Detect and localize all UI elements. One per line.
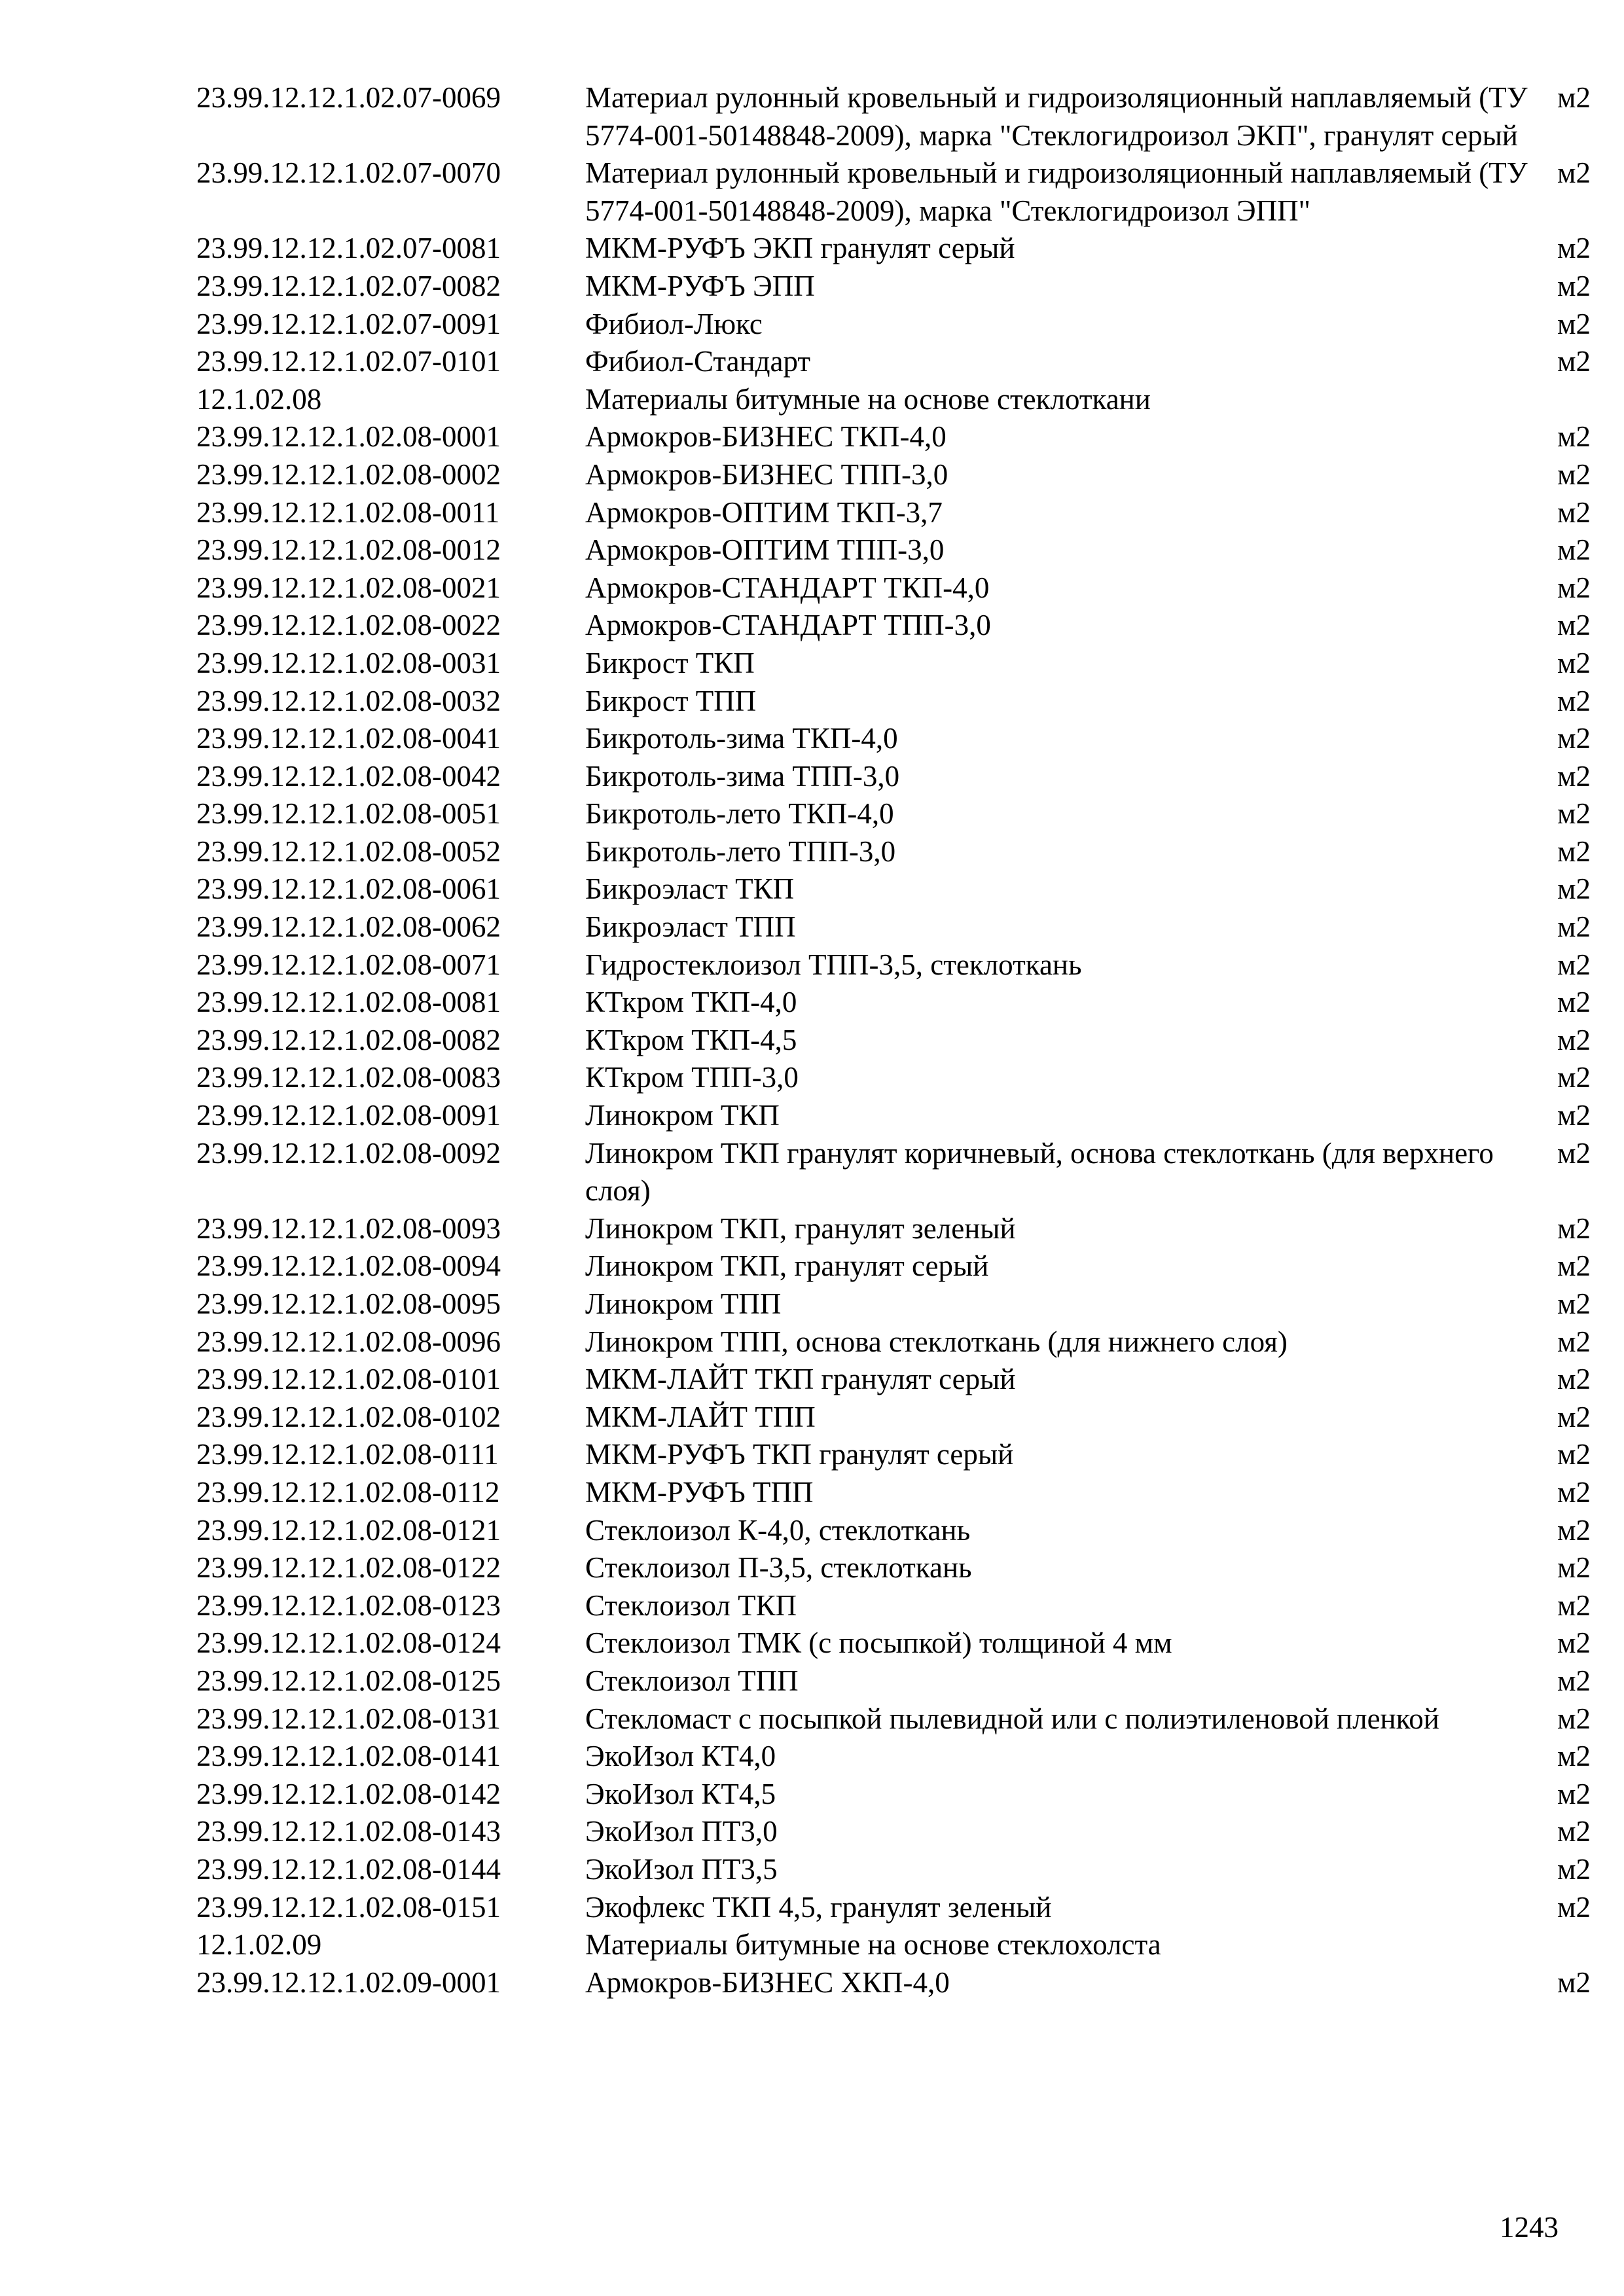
- item-code: 23.99.12.12.1.02.08-0041: [196, 722, 501, 755]
- item-name: КТкром ТПП-3,0: [585, 1061, 799, 1094]
- item-code: 23.99.12.12.1.02.07-0082: [196, 269, 501, 302]
- item-code: 23.99.12.12.1.02.08-0102: [196, 1400, 501, 1433]
- item-code: 23.99.12.12.1.02.08-0061: [196, 872, 501, 906]
- item-unit: м2: [1557, 269, 1591, 302]
- item-unit: м2: [1557, 1438, 1591, 1471]
- table-row: [196, 1549, 1623, 1587]
- item-code: 23.99.12.12.1.02.08-0081: [196, 986, 501, 1019]
- item-name: Стеклоизол П-3,5, стеклоткань: [585, 1551, 972, 1585]
- item-code: 23.99.12.12.1.02.09-0001: [196, 1965, 501, 1999]
- item-name: КТкром ТКП-4,0: [585, 986, 797, 1019]
- table-row: [196, 870, 1623, 908]
- item-unit: м2: [1557, 420, 1591, 454]
- item-code: 23.99.12.12.1.02.07-0069: [196, 81, 501, 114]
- item-code: 23.99.12.12.1.02.08-0151: [196, 1890, 501, 1924]
- item-unit: м2: [1557, 232, 1591, 265]
- item-unit: м2: [1557, 1740, 1591, 1773]
- table-row: [196, 1399, 1623, 1437]
- table-row: [196, 1247, 1623, 1285]
- item-name: МКМ-ЛАЙТ ТКП гранулят серый: [585, 1363, 1016, 1396]
- item-unit: м2: [1557, 495, 1591, 529]
- item-code: 23.99.12.12.1.02.08-0112: [196, 1475, 500, 1509]
- item-code: 23.99.12.12.1.02.08-0001: [196, 420, 501, 454]
- item-name: ЭкоИзол КТ4,5: [585, 1777, 776, 1810]
- item-unit: м2: [1557, 1325, 1591, 1358]
- item-code: 23.99.12.12.1.02.08-0093: [196, 1211, 501, 1245]
- item-name: МКМ-РУФЪ ТКП гранулят серый: [585, 1438, 1014, 1471]
- table-row: [196, 1135, 1623, 1210]
- table-row: [196, 418, 1623, 456]
- item-name: Армокров-БИЗНЕС ХКП-4,0: [585, 1965, 950, 1999]
- item-name: Линокром ТКП, гранулят зеленый: [585, 1211, 1016, 1245]
- item-code: 23.99.12.12.1.02.08-0062: [196, 910, 501, 944]
- item-name: Стеклоизол ТПП: [585, 1664, 799, 1697]
- item-unit: м2: [1557, 986, 1591, 1019]
- item-unit: м2: [1557, 1211, 1591, 1245]
- item-unit: м2: [1557, 1023, 1591, 1056]
- item-name: Бикротоль-лето ТКП-4,0: [585, 797, 894, 831]
- item-name: Армокров-БИЗНЕС ТКП-4,0: [585, 420, 947, 454]
- item-name: Бикрост ТКП: [585, 646, 755, 679]
- item-name: КТкром ТКП-4,5: [585, 1023, 797, 1056]
- item-name: Бикротоль-зима ТКП-4,0: [585, 722, 898, 755]
- table-row: [196, 1097, 1623, 1135]
- item-name: Линокром ТПП, основа стеклоткань (для нижнего слоя): [585, 1325, 1288, 1358]
- item-name: Фибиол-Стандарт: [585, 345, 811, 378]
- table-row: [196, 1022, 1623, 1060]
- item-unit: м2: [1557, 646, 1591, 679]
- item-unit: м2: [1557, 1890, 1591, 1924]
- item-code: 23.99.12.12.1.02.08-0123: [196, 1588, 501, 1622]
- item-name: Линокром ТКП гранулят коричневый, основа стеклоткань (для верхнего слоя): [585, 1136, 1494, 1208]
- section-title: Материалы битумные на основе стеклохолста: [585, 1928, 1161, 1962]
- item-name: Фибиол-Люкс: [585, 307, 763, 340]
- item-unit: м2: [1557, 1287, 1591, 1320]
- item-code: 23.99.12.12.1.02.08-0121: [196, 1513, 501, 1547]
- table-row: [196, 456, 1623, 494]
- item-unit: [1557, 1926, 1623, 1964]
- item-unit: м2: [1557, 571, 1591, 604]
- item-code: 23.99.12.12.1.02.07-0070: [196, 156, 501, 190]
- item-unit: м2: [1557, 533, 1591, 567]
- item-unit: м2: [1557, 1513, 1591, 1547]
- item-code: 23.99.12.12.1.02.08-0071: [196, 948, 501, 981]
- table-row: [196, 306, 1623, 344]
- item-unit: м2: [1557, 1061, 1591, 1094]
- item-name: МКМ-ЛАЙТ ТПП: [585, 1400, 816, 1433]
- item-code: 23.99.12.12.1.02.08-0143: [196, 1815, 501, 1848]
- item-code: 23.99.12.12.1.02.08-0144: [196, 1852, 501, 1886]
- item-name: Стекломаст с посыпкой пылевидной или с полиэтиленовой пленкой: [585, 1702, 1439, 1735]
- item-unit: м2: [1557, 1588, 1591, 1622]
- item-name: Бикроэласт ТКП: [585, 872, 795, 906]
- item-code: 23.99.12.12.1.02.07-0081: [196, 232, 501, 265]
- table-row: [196, 758, 1623, 796]
- table-row: [196, 1361, 1623, 1399]
- table-row: [196, 984, 1623, 1022]
- item-name: Линокром ТКП, гранулят серый: [585, 1249, 989, 1283]
- page-number: 1243: [1500, 2211, 1559, 2244]
- table-row: [196, 946, 1623, 984]
- item-code: 23.99.12.12.1.02.08-0051: [196, 797, 501, 831]
- table-row: [196, 79, 1623, 154]
- item-name: Армокров-ОПТИМ ТКП-3,7: [585, 495, 943, 529]
- item-code: 23.99.12.12.1.02.08-0091: [196, 1099, 501, 1132]
- table-row: [196, 645, 1623, 683]
- item-unit: м2: [1557, 81, 1591, 114]
- item-code: 23.99.12.12.1.02.08-0095: [196, 1287, 501, 1320]
- item-code: 23.99.12.12.1.02.08-0142: [196, 1777, 501, 1810]
- item-unit: м2: [1557, 834, 1591, 868]
- item-code: 23.99.12.12.1.02.08-0022: [196, 609, 501, 642]
- item-name: Гидростеклоизол ТПП-3,5, стеклоткань: [585, 948, 1082, 981]
- item-unit: м2: [1557, 1400, 1591, 1433]
- table-row: [196, 1285, 1623, 1323]
- item-name: Линокром ТКП: [585, 1099, 780, 1132]
- item-unit: м2: [1557, 759, 1591, 793]
- item-code: 23.99.12.12.1.02.07-0101: [196, 345, 501, 378]
- item-name: ЭкоИзол ПТ3,0: [585, 1815, 778, 1848]
- item-code: 23.99.12.12.1.02.08-0012: [196, 533, 501, 567]
- table-row: [196, 268, 1623, 306]
- table-row: [196, 795, 1623, 833]
- item-code: 23.99.12.12.1.02.08-0032: [196, 684, 501, 717]
- item-code: 23.99.12.12.1.02.08-0111: [196, 1438, 499, 1471]
- item-unit: м2: [1557, 1965, 1591, 1999]
- item-unit: м2: [1557, 609, 1591, 642]
- item-unit: м2: [1557, 1249, 1591, 1283]
- item-unit: м2: [1557, 1363, 1591, 1396]
- item-name: Экофлекс ТКП 4,5, гранулят зеленый: [585, 1890, 1052, 1924]
- table-row: [196, 1662, 1623, 1700]
- table-row: [196, 1512, 1623, 1550]
- item-unit: м2: [1557, 722, 1591, 755]
- item-name: ЭкоИзол КТ4,0: [585, 1740, 776, 1773]
- item-unit: м2: [1557, 345, 1591, 378]
- item-unit: м2: [1557, 910, 1591, 944]
- table-row: [196, 230, 1623, 268]
- table-row: [196, 833, 1623, 871]
- item-name: Стеклоизол ТКП: [585, 1588, 797, 1622]
- materials-table-body: [196, 79, 1623, 2001]
- table-row: [196, 1059, 1623, 1097]
- materials-table: [196, 79, 1623, 2001]
- item-unit: м2: [1557, 1852, 1591, 1886]
- item-code: 23.99.12.12.1.02.07-0091: [196, 307, 501, 340]
- item-code: 23.99.12.12.1.02.08-0124: [196, 1626, 501, 1660]
- table-row: [196, 1851, 1623, 1889]
- item-unit: м2: [1557, 684, 1591, 717]
- item-name: ЭкоИзол ПТ3,5: [585, 1852, 778, 1886]
- item-unit: м2: [1557, 1777, 1591, 1810]
- table-row: [196, 1700, 1623, 1738]
- item-unit: м2: [1557, 1099, 1591, 1132]
- item-code: 12.1.02.09: [196, 1928, 322, 1962]
- item-name: Материал рулонный кровельный и гидроизоляционный наплавляемый (ТУ 5774-001-50148848-2009), марка "Стеклогидроизол ЭПП": [585, 156, 1528, 227]
- item-code: 23.99.12.12.1.02.08-0092: [196, 1136, 501, 1170]
- item-name: Бикротоль-лето ТПП-3,0: [585, 834, 896, 868]
- section-heading-row: [196, 381, 1623, 419]
- item-code: 23.99.12.12.1.02.08-0083: [196, 1061, 501, 1094]
- item-code: 23.99.12.12.1.02.08-0141: [196, 1740, 501, 1773]
- item-name: Бикрост ТПП: [585, 684, 757, 717]
- table-row: [196, 1776, 1623, 1814]
- table-row: [196, 1474, 1623, 1512]
- item-name: Стеклоизол ТМК (с посыпкой) толщиной 4 мм: [585, 1626, 1172, 1660]
- item-name: Бикроэласт ТПП: [585, 910, 796, 944]
- item-code: 23.99.12.12.1.02.08-0096: [196, 1325, 501, 1358]
- item-code: 12.1.02.08: [196, 382, 322, 416]
- item-name: МКМ-РУФЪ ТПП: [585, 1475, 814, 1509]
- item-unit: м2: [1557, 872, 1591, 906]
- item-unit: м2: [1557, 1664, 1591, 1697]
- table-row: [196, 720, 1623, 758]
- item-unit: м2: [1557, 1702, 1591, 1735]
- item-unit: м2: [1557, 948, 1591, 981]
- table-row: [196, 1323, 1623, 1361]
- table-row: [196, 908, 1623, 946]
- item-unit: м2: [1557, 457, 1591, 491]
- item-code: 23.99.12.12.1.02.08-0125: [196, 1664, 501, 1697]
- item-name: Армокров-БИЗНЕС ТПП-3,0: [585, 457, 948, 491]
- item-code: 23.99.12.12.1.02.08-0122: [196, 1551, 501, 1585]
- table-row: [196, 531, 1623, 569]
- table-row: [196, 1889, 1623, 1927]
- item-name: Армокров-ОПТИМ ТПП-3,0: [585, 533, 945, 567]
- table-row: [196, 1436, 1623, 1474]
- section-heading-row: [196, 1926, 1623, 1964]
- item-unit: [1557, 381, 1623, 419]
- table-row: [196, 683, 1623, 721]
- table-row: [196, 1964, 1623, 2002]
- item-code: 23.99.12.12.1.02.08-0021: [196, 571, 501, 604]
- item-unit: м2: [1557, 1551, 1591, 1585]
- item-name: МКМ-РУФЪ ЭКП гранулят серый: [585, 232, 1015, 265]
- table-row: [196, 607, 1623, 645]
- table-row: [196, 1738, 1623, 1776]
- item-name: Стеклоизол К-4,0, стеклоткань: [585, 1513, 971, 1547]
- item-unit: м2: [1557, 1815, 1591, 1848]
- item-unit: м2: [1557, 1475, 1591, 1509]
- item-code: 23.99.12.12.1.02.08-0052: [196, 834, 501, 868]
- table-row: [196, 343, 1623, 381]
- item-code: 23.99.12.12.1.02.08-0011: [196, 495, 500, 529]
- item-name: Материал рулонный кровельный и гидроизоляционный наплавляемый (ТУ 5774-001-50148848-2009), марка "Стеклогидроизол ЭКП", гранулят серый: [585, 81, 1528, 152]
- table-row: [196, 1587, 1623, 1625]
- item-name: МКМ-РУФЪ ЭПП: [585, 269, 815, 302]
- item-code: 23.99.12.12.1.02.08-0031: [196, 646, 501, 679]
- item-unit: м2: [1557, 1136, 1591, 1170]
- item-code: 23.99.12.12.1.02.08-0101: [196, 1363, 501, 1396]
- item-code: 23.99.12.12.1.02.08-0082: [196, 1023, 501, 1056]
- table-row: [196, 1210, 1623, 1248]
- table-row: [196, 1624, 1623, 1662]
- section-title: Материалы битумные на основе стеклоткани: [585, 382, 1151, 416]
- item-code: 23.99.12.12.1.02.08-0131: [196, 1702, 501, 1735]
- item-name: Армокров-СТАНДАРТ ТПП-3,0: [585, 609, 991, 642]
- item-unit: м2: [1557, 156, 1591, 190]
- item-unit: м2: [1557, 307, 1591, 340]
- item-name: Линокром ТПП: [585, 1287, 782, 1320]
- item-name: Бикротоль-зима ТПП-3,0: [585, 759, 900, 793]
- item-code: 23.99.12.12.1.02.08-0002: [196, 457, 501, 491]
- item-code: 23.99.12.12.1.02.08-0042: [196, 759, 501, 793]
- table-row: [196, 569, 1623, 607]
- item-name: Армокров-СТАНДАРТ ТКП-4,0: [585, 571, 990, 604]
- table-row: [196, 494, 1623, 532]
- item-unit: м2: [1557, 797, 1591, 831]
- item-code: 23.99.12.12.1.02.08-0094: [196, 1249, 501, 1283]
- table-row: [196, 154, 1623, 230]
- item-unit: м2: [1557, 1626, 1591, 1660]
- table-row: [196, 1813, 1623, 1851]
